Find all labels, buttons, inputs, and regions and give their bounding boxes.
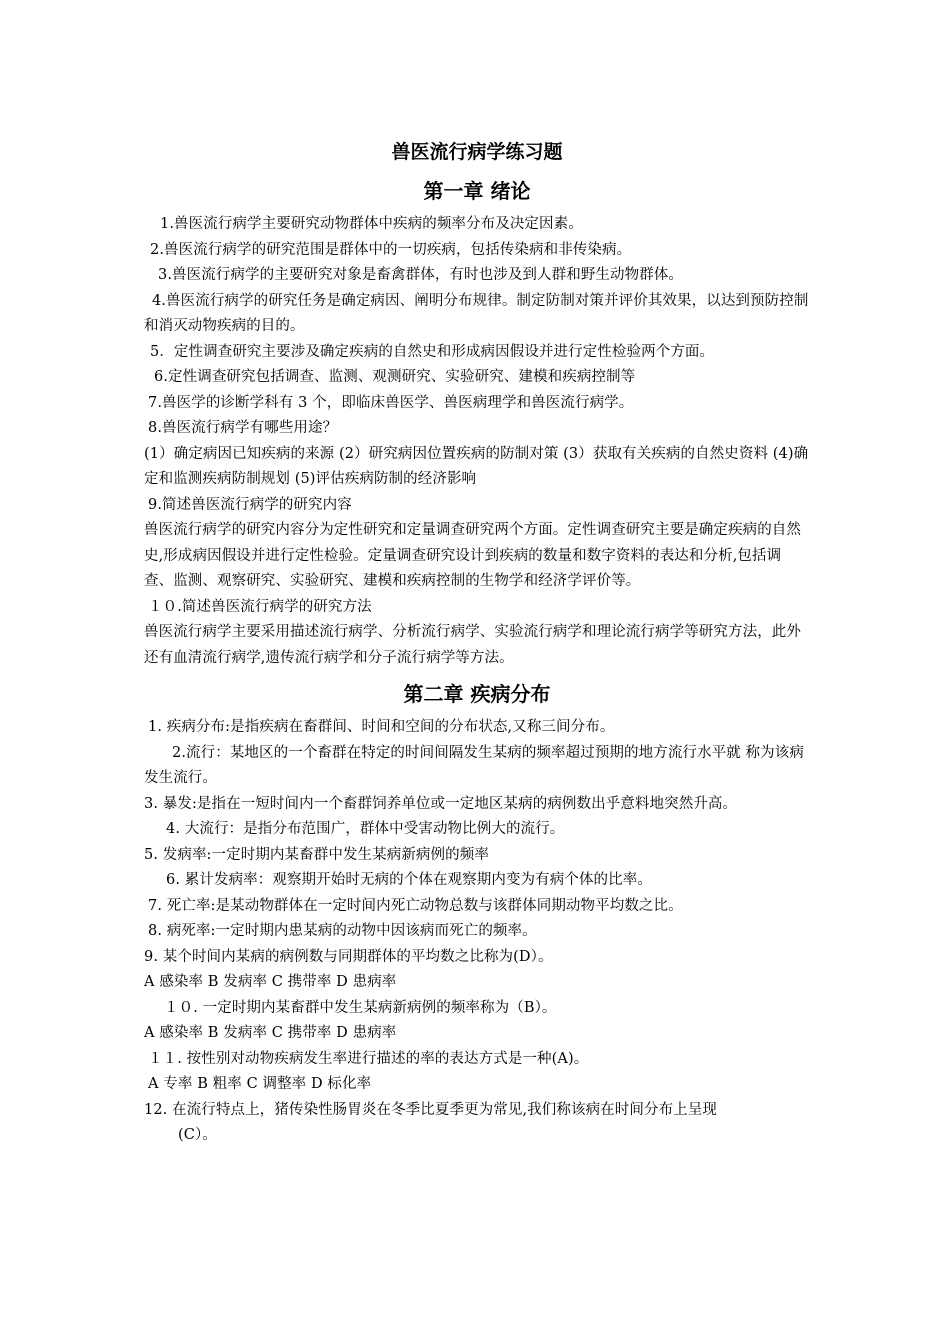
ch1-item-10: １０.简述兽医流行病学的研究方法 <box>148 598 372 615</box>
ch2-item-10: １０. 一定时期内某畜群中发生某病新病例的频率称为（B）。 <box>164 999 557 1016</box>
ch1-item-6: 6.定性调查研究包括调查、监测、观测研究、实验研究、建模和疾病控制等 <box>154 369 636 385</box>
document-page <box>144 138 810 1149</box>
document-title: 兽医流行病学练习题 <box>391 141 563 163</box>
ch1-item-4: 4.兽医流行病学的研究任务是确定病因、阐明分布规律。制定防制对策并评价其效果，以达到预防控制和消灭动物疾病的目的。 <box>144 292 809 334</box>
ch2-item-9: 9. 某个时间内某病的病例数与同期群体的平均数之比称为(D）。 <box>144 948 553 965</box>
ch1-item-7: 7.兽医学的诊断学科有 3 个，即临床兽医学、兽医病理学和兽医流行病学。 <box>148 394 634 411</box>
chapter-1-heading: 第一章 绪论 <box>423 179 531 203</box>
ch2-item-11: １１. 按性别对动物疾病发生率进行描述的率的表达方式是一种(A)。 <box>148 1050 589 1067</box>
ch1-item-5: 5．定性调查研究主要涉及确定疾病的自然史和形成病因假设并进行定性检验两个方面。 <box>150 343 715 360</box>
ch1-item-2: 2.兽医流行病学的研究范围是群体中的一切疾病，包括传染病和非传染病。 <box>150 241 632 258</box>
ch2-item-2: 2.流行：某地区的一个畜群在特定的时间间隔发生某病的频率超过预期的地方流行水平就 称为该病发生流行。 <box>144 744 804 786</box>
ch2-item-9-options: A 感染率 B 发病率 C 携带率 D 患病率 <box>144 974 397 990</box>
ch2-item-12: 12. 在流行特点上，猪传染性肠胃炎在冬季比夏季更为常见,我们称该病在时间分布上呈现 <box>144 1101 717 1118</box>
ch2-item-8: 8. 病死率:一定时期内患某病的动物中因该病而死亡的频率。 <box>148 923 537 939</box>
ch2-item-7: 7. 死亡率:是某动物群体在一定时间内死亡动物总数与该群体同期动物平均数之比。 <box>148 897 683 914</box>
ch2-item-5: 5. 发病率:一定时期内某畜群中发生某病新病例的频率 <box>144 846 489 863</box>
ch2-item-1: 1. 疾病分布:是指疾病在畜群间、时间和空间的分布状态,又称三间分布。 <box>148 719 615 735</box>
ch2-item-4: 4. 大流行：是指分布范围广，群体中受害动物比例大的流行。 <box>166 821 565 837</box>
ch1-item-9-answer: 兽医流行病学的研究内容分为定性研究和定量调查研究两个方面。定性调查研究主要是确定疾病的自然史,形成病因假设并进行定性检验。定量调查研究设计到疾病的数量和数字资料的表达和分析,包括调查、监测、观察研究、实验研究、建模和疾病控制的生物学和经济学评价等。 <box>144 522 801 589</box>
ch2-item-3: 3. 暴发:是指在一短时间内一个畜群饲养单位或一定地区某病的病例数出乎意料地突然升高。 <box>144 795 738 812</box>
ch2-item-12-answer: (C）。 <box>178 1127 217 1143</box>
chapter-2-heading: 第二章 疾病分布 <box>403 682 551 706</box>
ch2-item-10-options: A 感染率 B 发病率 C 携带率 D 患病率 <box>144 1025 397 1041</box>
ch1-item-9: 9.简述兽医流行病学的研究内容 <box>148 496 352 513</box>
ch2-item-11-options: A 专率 B 粗率 C 调整率 D 标化率 <box>148 1076 372 1092</box>
ch1-item-1: 1.兽医流行病学主要研究动物群体中疾病的频率分布及决定因素。 <box>160 216 583 232</box>
ch1-item-8-answer: (1）确定病因已知疾病的来源 (2）研究病因位置疾病的防制对策 (3）获取有关疾病的自然史资料 (4)确定和监测疾病防制规划 (5)评估疾病防制的经济影响 <box>144 445 809 487</box>
ch1-item-8: 8.兽医流行病学有哪些用途？ <box>148 420 338 436</box>
ch1-item-3: 3.兽医流行病学的主要研究对象是畜禽群体，有时也涉及到人群和野生动物群体。 <box>158 267 684 283</box>
ch2-item-6: 6. 累计发病率：观察期开始时无病的个体在观察期内变为有病个体的比率。 <box>166 872 652 888</box>
ch1-item-10-answer: 兽医流行病学主要采用描述流行病学、分析流行病学、实验流行病学和理论流行病学等研究方法，此外还有血清流行病学,遗传流行病学和分子流行病学等方法。 <box>144 624 801 666</box>
